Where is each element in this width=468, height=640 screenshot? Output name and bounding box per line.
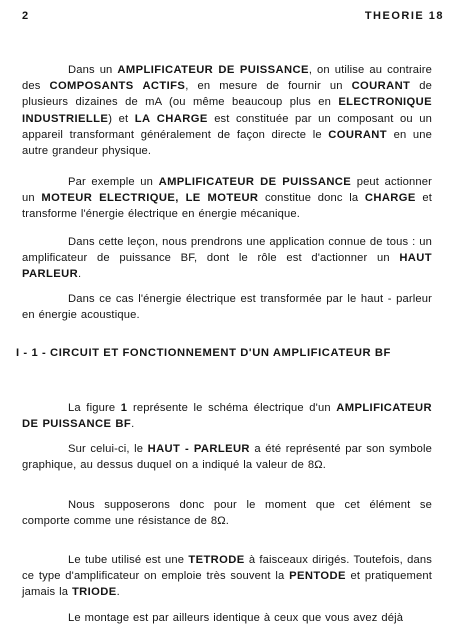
text-run: en une autre grandeur physique. [22, 128, 433, 158]
text-run: de plusieurs dizaines de mA (ou même beaucoup plus en [22, 80, 433, 109]
text-run: , en mesure de fournir un [185, 80, 352, 93]
text-run: Sur celui-ci, le [68, 443, 148, 455]
paragraph-loudspeaker-application [22, 234, 432, 283]
paragraph-figure-reference [22, 400, 432, 432]
text-run: , on utilise au contraire des [22, 64, 432, 93]
paragraph-acoustic-energy [22, 291, 432, 323]
emphasized-term: AMPLIFICATEUR DE PUISSANCE [117, 64, 309, 76]
emphasized-term: HAUT - PARLEUR [147, 443, 250, 455]
paragraph-power-amplifier-intro [22, 62, 432, 159]
text-run: est constituée par un composant ou un appareil transformant généralement de façon directe le [22, 112, 432, 141]
text-run: peut actionner un [22, 176, 432, 205]
emphasized-term: COURANT [351, 80, 411, 93]
paragraph-circuit-continuation [22, 610, 432, 626]
text-run: Dans cette leçon, nous prendrons une application connue de tous : un amplificateur de puissance BF, dont le rôle est d'actionner un [22, 236, 432, 265]
text-run: Nous supposerons donc pour le moment que cet élément se comporte comme une résistance de 8Ω. [22, 499, 432, 528]
emphasized-term: CHARGE [364, 192, 416, 205]
emphasized-term: 1 [120, 402, 128, 414]
text-run: Dans un [68, 64, 118, 76]
emphasized-term: ELECTRONIQUE INDUSTRIELLE [22, 96, 432, 125]
emphasized-term: TRIODE [71, 586, 117, 599]
page-number: 2 [22, 10, 30, 22]
text-run: et transforme l'énergie électrique en énergie mécanique. [22, 192, 432, 221]
text-run: Dans ce cas l'énergie électrique est transformée par le haut - parleur en énergie acoustique. [22, 293, 432, 322]
paragraph-tube-type [22, 552, 432, 601]
emphasized-term: MOTEUR ELECTRIQUE, LE MOTEUR [41, 192, 259, 205]
emphasized-term: LA CHARGE [134, 112, 208, 125]
text-run: . [131, 418, 135, 431]
text-run: Le tube utilisé est une [68, 554, 189, 566]
paragraph-motor-example [22, 174, 432, 223]
emphasized-term: COMPOSANTS ACTIFS [49, 80, 186, 93]
emphasized-term: HAUT PARLEUR [22, 252, 432, 281]
text-run: Le montage est par ailleurs identique à ceux que vous avez déjà [68, 612, 404, 624]
paragraph-resistance-assumption [22, 497, 432, 529]
section-heading: I - 1 - CIRCUIT ET FONCTIONNEMENT D'UN AMPLIFICATEUR BF [16, 347, 391, 359]
emphasized-term: AMPLIFICATEUR DE PUISSANCE BF [22, 402, 432, 431]
text-run: La figure [68, 402, 121, 414]
text-run: constitue donc la [258, 192, 365, 205]
text-run: a été représenté par son symbole graphique, au dessus duquel on a indiqué la valeur de 8Ω. [22, 443, 432, 472]
text-run: représente le schéma électrique d'un [127, 402, 337, 414]
emphasized-term: TETRODE [188, 554, 245, 566]
text-run: . [116, 586, 120, 599]
emphasized-term: AMPLIFICATEUR DE PUISSANCE [158, 176, 352, 188]
text-run: et pratiquement jamais la [22, 570, 432, 599]
page-header-title: THEORIE 18 [364, 10, 444, 22]
text-run: à faisceaux dirigés. Toutefois, dans ce type d'amplificateur on emploie très souvent la [22, 554, 432, 583]
text-run: . [78, 268, 82, 281]
emphasized-term: COURANT [328, 128, 388, 141]
text-run: ) et [108, 112, 135, 125]
paragraph-loudspeaker-symbol [22, 441, 432, 473]
emphasized-term: PENTODE [289, 570, 346, 583]
text-run: Par exemple un [68, 176, 159, 188]
